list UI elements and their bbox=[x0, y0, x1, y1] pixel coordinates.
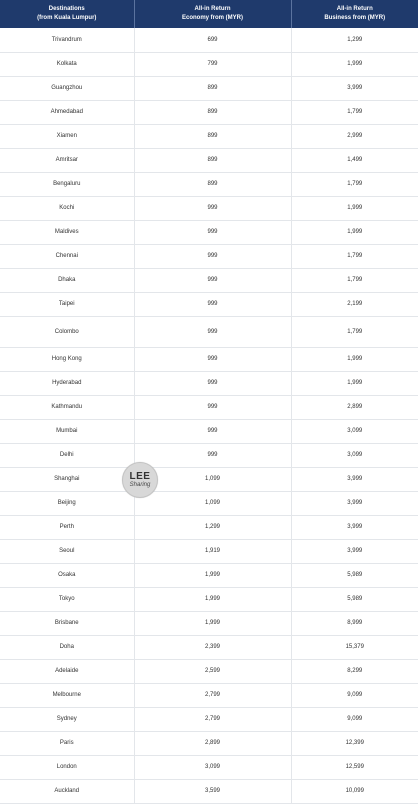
economy-price-cell: 1,999 bbox=[134, 611, 291, 635]
economy-price-cell: 999 bbox=[134, 316, 291, 347]
destination-cell: Auckland bbox=[0, 779, 134, 803]
table-row bbox=[0, 220, 418, 244]
business-price-cell: 1,999 bbox=[291, 52, 418, 76]
economy-price-cell: 999 bbox=[134, 371, 291, 395]
destination-cell: Seoul bbox=[0, 539, 134, 563]
economy-price-cell: 1,919 bbox=[134, 539, 291, 563]
destination-cell: Amritsar bbox=[0, 148, 134, 172]
table-row bbox=[0, 779, 418, 803]
business-price-cell: 12,399 bbox=[291, 731, 418, 755]
business-price-cell: 1,799 bbox=[291, 100, 418, 124]
economy-price-cell: 3,599 bbox=[134, 779, 291, 803]
business-price-cell: 3,999 bbox=[291, 515, 418, 539]
business-price-cell: 10,099 bbox=[291, 779, 418, 803]
destination-cell: Kochi bbox=[0, 196, 134, 220]
table-row bbox=[0, 148, 418, 172]
header-destinations-line1: Destinations bbox=[0, 5, 134, 14]
business-price-cell: 3,999 bbox=[291, 491, 418, 515]
table-row bbox=[0, 539, 418, 563]
economy-price-cell: 899 bbox=[134, 76, 291, 100]
business-price-cell: 8,299 bbox=[291, 659, 418, 683]
destination-cell: Shanghai bbox=[0, 467, 134, 491]
table-row bbox=[0, 443, 418, 467]
table-row bbox=[0, 611, 418, 635]
table-row bbox=[0, 515, 418, 539]
table-row bbox=[0, 659, 418, 683]
business-price-cell: 1,999 bbox=[291, 196, 418, 220]
header-destinations bbox=[0, 0, 134, 28]
table-row bbox=[0, 491, 418, 515]
economy-price-cell: 899 bbox=[134, 148, 291, 172]
table-row bbox=[0, 683, 418, 707]
table-row bbox=[0, 244, 418, 268]
business-price-cell: 9,099 bbox=[291, 683, 418, 707]
business-price-cell: 12,599 bbox=[291, 755, 418, 779]
header-economy bbox=[134, 0, 291, 28]
destination-cell: Hyderabad bbox=[0, 371, 134, 395]
destination-cell: Delhi bbox=[0, 443, 134, 467]
table-row bbox=[0, 52, 418, 76]
business-price-cell: 1,999 bbox=[291, 347, 418, 371]
destination-cell: Mumbai bbox=[0, 419, 134, 443]
watermark-logo bbox=[122, 462, 158, 498]
destination-cell: Dhaka bbox=[0, 268, 134, 292]
economy-price-cell: 1,999 bbox=[134, 563, 291, 587]
header-business-line2: Business from (MYR) bbox=[292, 14, 418, 23]
economy-price-cell: 2,799 bbox=[134, 683, 291, 707]
economy-price-cell: 3,099 bbox=[134, 755, 291, 779]
economy-price-cell: 1,099 bbox=[134, 491, 291, 515]
table-row bbox=[0, 28, 418, 52]
economy-price-cell: 2,799 bbox=[134, 707, 291, 731]
destination-cell: Xiamen bbox=[0, 124, 134, 148]
destination-cell: Taipei bbox=[0, 292, 134, 316]
destination-cell: Perth bbox=[0, 515, 134, 539]
business-price-cell: 1,799 bbox=[291, 316, 418, 347]
table-row bbox=[0, 172, 418, 196]
watermark-line2: Sharing bbox=[130, 482, 151, 489]
economy-price-cell: 2,899 bbox=[134, 731, 291, 755]
table-row bbox=[0, 76, 418, 100]
business-price-cell: 15,379 bbox=[291, 635, 418, 659]
business-price-cell: 1,799 bbox=[291, 268, 418, 292]
business-price-cell: 8,999 bbox=[291, 611, 418, 635]
business-price-cell: 1,999 bbox=[291, 220, 418, 244]
table-row bbox=[0, 196, 418, 220]
table-row bbox=[0, 707, 418, 731]
business-price-cell: 1,799 bbox=[291, 172, 418, 196]
destination-cell: Paris bbox=[0, 731, 134, 755]
economy-price-cell: 2,599 bbox=[134, 659, 291, 683]
business-price-cell: 5,989 bbox=[291, 587, 418, 611]
economy-price-cell: 799 bbox=[134, 52, 291, 76]
business-price-cell: 2,899 bbox=[291, 395, 418, 419]
table-row bbox=[0, 371, 418, 395]
economy-price-cell: 699 bbox=[134, 28, 291, 52]
business-price-cell: 9,099 bbox=[291, 707, 418, 731]
destination-cell: Guangzhou bbox=[0, 76, 134, 100]
destination-cell: Brisbane bbox=[0, 611, 134, 635]
header-business-line1: All-in Return bbox=[292, 5, 418, 14]
header-business bbox=[291, 0, 418, 28]
economy-price-cell: 1,299 bbox=[134, 515, 291, 539]
business-price-cell: 1,999 bbox=[291, 371, 418, 395]
business-price-cell: 1,499 bbox=[291, 148, 418, 172]
economy-price-cell: 999 bbox=[134, 395, 291, 419]
table-body bbox=[0, 28, 418, 803]
economy-price-cell: 2,399 bbox=[134, 635, 291, 659]
destination-cell: Adelaide bbox=[0, 659, 134, 683]
business-price-cell: 2,199 bbox=[291, 292, 418, 316]
business-price-cell: 1,799 bbox=[291, 244, 418, 268]
table-row bbox=[0, 587, 418, 611]
economy-price-cell: 1,999 bbox=[134, 587, 291, 611]
destination-cell: Chennai bbox=[0, 244, 134, 268]
destination-cell: Maldives bbox=[0, 220, 134, 244]
business-price-cell: 1,299 bbox=[291, 28, 418, 52]
economy-price-cell: 999 bbox=[134, 244, 291, 268]
economy-price-cell: 999 bbox=[134, 220, 291, 244]
business-price-cell: 3,999 bbox=[291, 539, 418, 563]
destination-cell: Kolkata bbox=[0, 52, 134, 76]
economy-price-cell: 999 bbox=[134, 196, 291, 220]
table-row bbox=[0, 419, 418, 443]
table-row bbox=[0, 347, 418, 371]
economy-price-cell: 899 bbox=[134, 172, 291, 196]
destination-cell: Osaka bbox=[0, 563, 134, 587]
economy-price-cell: 999 bbox=[134, 443, 291, 467]
header-economy-line1: All-in Return bbox=[135, 5, 291, 14]
destination-cell: London bbox=[0, 755, 134, 779]
table-row bbox=[0, 292, 418, 316]
economy-price-cell: 899 bbox=[134, 100, 291, 124]
table-row bbox=[0, 467, 418, 491]
table-row bbox=[0, 563, 418, 587]
business-price-cell: 3,999 bbox=[291, 76, 418, 100]
table-row bbox=[0, 100, 418, 124]
table-row bbox=[0, 316, 418, 347]
watermark-line1: LEE bbox=[130, 472, 151, 482]
destination-cell: Beijing bbox=[0, 491, 134, 515]
destination-cell: Kathmandu bbox=[0, 395, 134, 419]
table-row bbox=[0, 731, 418, 755]
destination-cell: Doha bbox=[0, 635, 134, 659]
table-row bbox=[0, 635, 418, 659]
header-row bbox=[0, 0, 418, 28]
economy-price-cell: 1,099 bbox=[134, 467, 291, 491]
destination-cell: Melbourne bbox=[0, 683, 134, 707]
business-price-cell: 3,099 bbox=[291, 443, 418, 467]
economy-price-cell: 999 bbox=[134, 292, 291, 316]
economy-price-cell: 999 bbox=[134, 268, 291, 292]
table-header bbox=[0, 0, 418, 28]
destination-cell: Colombo bbox=[0, 316, 134, 347]
header-economy-line2: Economy from (MYR) bbox=[135, 14, 291, 23]
destination-cell: Tokyo bbox=[0, 587, 134, 611]
business-price-cell: 5,989 bbox=[291, 563, 418, 587]
table-row bbox=[0, 395, 418, 419]
destination-cell: Trivandrum bbox=[0, 28, 134, 52]
table-row bbox=[0, 755, 418, 779]
economy-price-cell: 899 bbox=[134, 124, 291, 148]
destination-cell: Ahmedabad bbox=[0, 100, 134, 124]
economy-price-cell: 999 bbox=[134, 419, 291, 443]
business-price-cell: 3,099 bbox=[291, 419, 418, 443]
economy-price-cell: 999 bbox=[134, 347, 291, 371]
destination-cell: Hong Kong bbox=[0, 347, 134, 371]
destination-cell: Sydney bbox=[0, 707, 134, 731]
business-price-cell: 2,999 bbox=[291, 124, 418, 148]
table-row bbox=[0, 124, 418, 148]
destination-cell: Bengaluru bbox=[0, 172, 134, 196]
header-destinations-line2: (from Kuala Lumpur) bbox=[0, 14, 134, 23]
business-price-cell: 3,999 bbox=[291, 467, 418, 491]
table-row bbox=[0, 268, 418, 292]
